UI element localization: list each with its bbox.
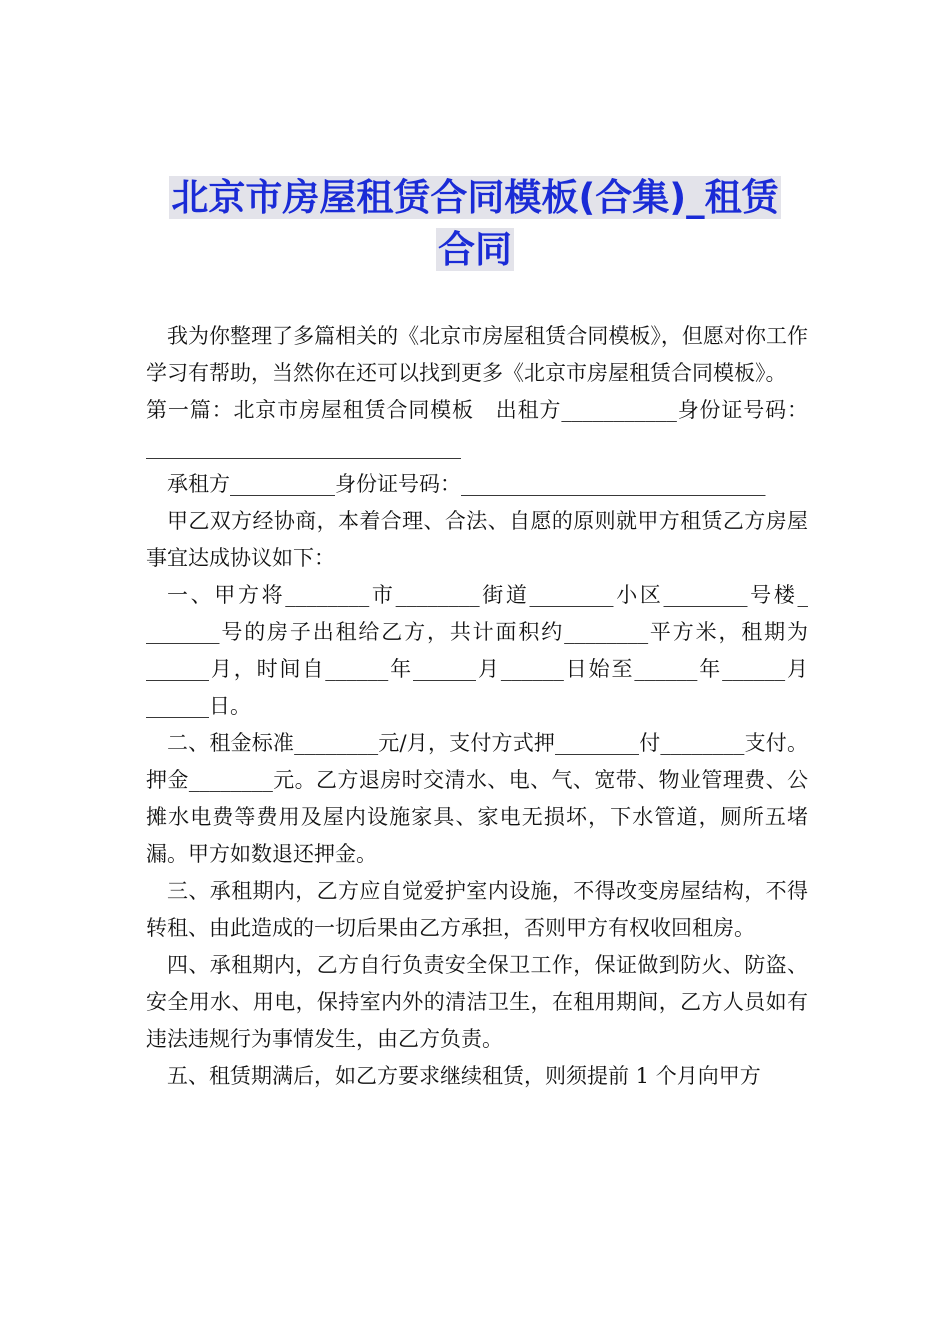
- clause-4-paragraph: 四、承租期内，乙方自行负责安全保卫工作，保证做到防火、防盗、安全用水、用电，保持室内外的清洁卫生，在租用期间，乙方人员如有违法违规行为事情发生，由乙方负责。: [146, 953, 808, 1051]
- document-body: [146, 318, 808, 1095]
- clause-5-paragraph: 五、租赁期满后，如乙方要求继续租赁，则须提前 1 个月向甲方: [167, 1064, 761, 1088]
- intro-paragraph: 我为你整理了多篇相关的《北京市房屋租赁合同模板》，但愿对你工作学习有帮助，当然你在还可以找到更多《北京市房屋租赁合同模板》。: [146, 324, 808, 385]
- clause-1-paragraph: 一、甲方将________市________街道________小区________号楼_ _______号的房子出租给乙方，共计面积约________平方米，租期为______月，时间自______年______月______日始至______年______月______日。: [146, 583, 808, 718]
- clause-2-paragraph: 二、租金标准________元/月，支付方式押________付________支付。押金________元。乙方退房时交清水、电、气、宽带、物业管理费、公摊水电费等费用及屋内设施家具、家电无损坏，下水管道，厕所五堵漏。甲方如数退还押金。: [146, 731, 808, 866]
- title-line-2: 合同: [438, 228, 512, 271]
- document-title: [120, 172, 830, 276]
- title-line-1: 北京市房屋租赁合同模板(合集)_租赁: [171, 176, 779, 219]
- agreement-paragraph: 甲乙双方经协商，本着合理、合法、自愿的原则就甲方租赁乙方房屋事宜达成协议如下：: [146, 509, 808, 570]
- tenant-paragraph: 承租方__________身份证号码：_____________________________: [167, 472, 766, 496]
- section-heading-paragraph: 第一篇：北京市房屋租赁合同模板 出租方___________身份证号码：______________________________: [146, 398, 808, 459]
- clause-3-paragraph: 三、承租期内，乙方应自觉爱护室内设施，不得改变房屋结构，不得转租、由此造成的一切后果由乙方承担，否则甲方有权收回租房。: [146, 879, 808, 940]
